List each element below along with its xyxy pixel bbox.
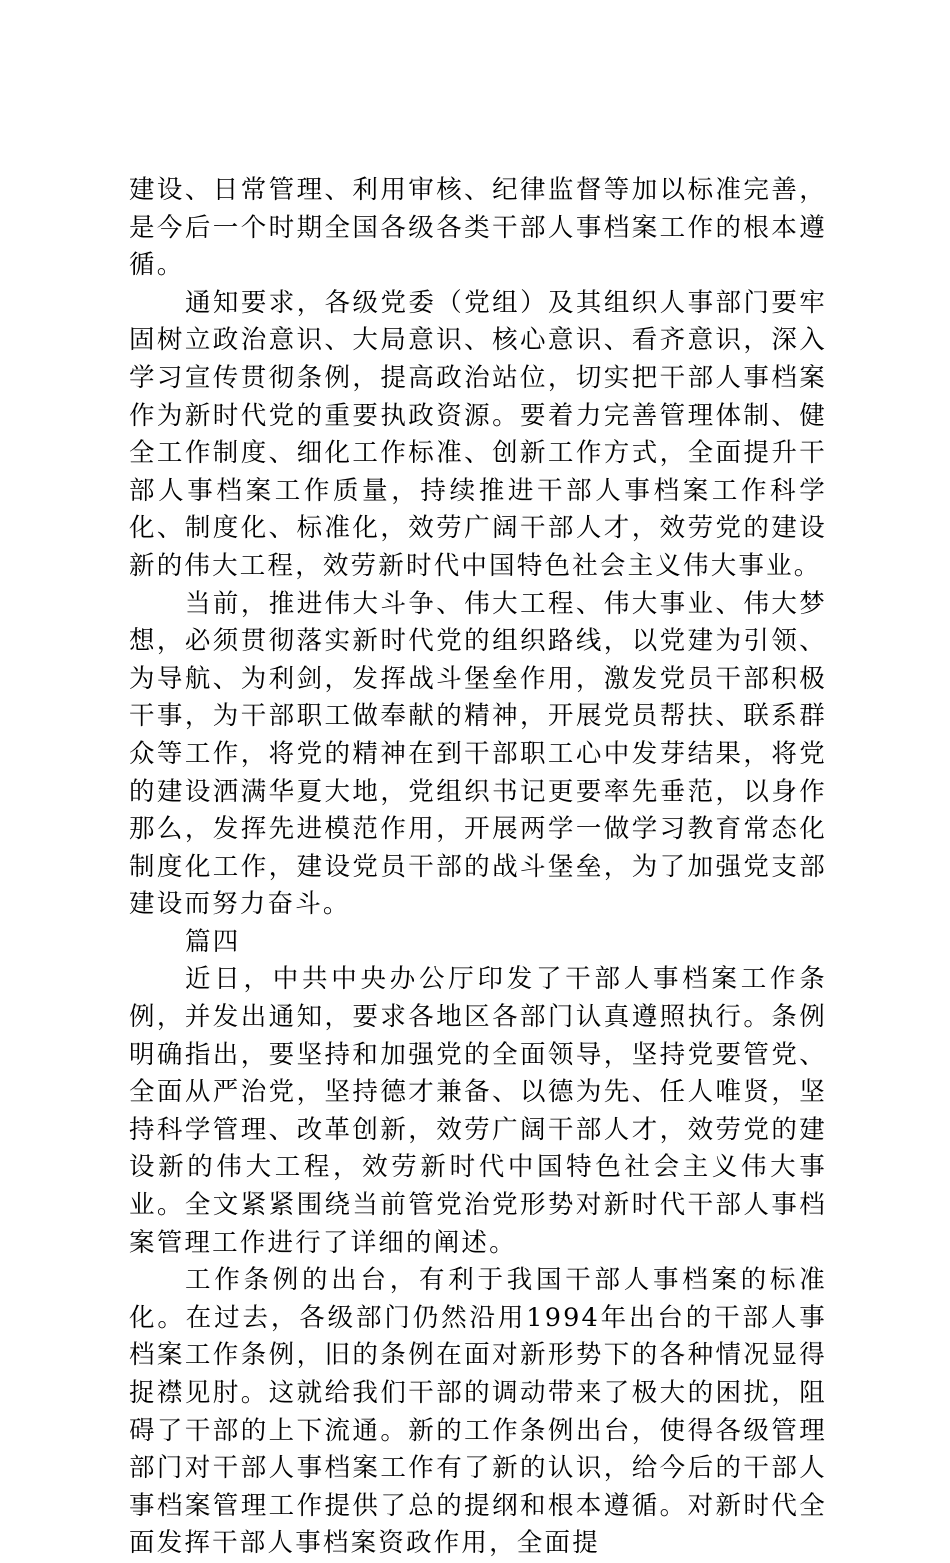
document-page: [129, 172, 827, 1563]
paragraph-1: 建设、日常管理、利用审核、纪律监督等加以标准完善，是今后一个时期全国各级各类干部人事档案工作的根本遵循。: [129, 175, 827, 281]
section-heading: 篇四: [185, 926, 241, 957]
paragraph-3: 当前，推进伟大斗争、伟大工程、伟大事业、伟大梦想，必须贯彻落实新时代党的组织路线，以党建为引领、为导航、为利剑，发挥战斗堡垒作用，激发党员干部积极干事，为干部职工做奉献的精神，开展党员帮扶、联系群众等工作，将党的精神在到干部职工心中发芽结果，将党的建设洒满华夏大地，党组织书记更要率先垂范，以身作那么，发挥先进模范作用，开展两学一做学习教育常态化制度化工作，建设党员干部的战斗堡垒，为了加强党支部建设而努力奋斗。: [129, 588, 827, 920]
paragraph-4: 近日，中共中央办公厅印发了干部人事档案工作条例，并发出通知，要求各地区各部门认真遵照执行。条例明确指出，要坚持和加强党的全面领导，坚持党要管党、全面从严治党，坚持德才兼备、以德为先、任人唯贤，坚持科学管理、改革创新，效劳广阔干部人才，效劳党的建设新的伟大工程，效劳新时代中国特色社会主义伟大事业。全文紧紧围绕当前管党治党形势对新时代干部人事档案管理工作进行了详细的阐述。: [129, 964, 827, 1258]
paragraph-5: 工作条例的出台，有利于我国干部人事档案的标准化。在过去，各级部门仍然沿用1994年出台的干部人事档案工作条例，旧的条例在面对新形势下的各种情况显得捉襟见肘。这就给我们干部的调动带来了极大的困扰，阻碍了干部的上下流通。新的工作条例出台，使得各级管理部门对干部人事档案工作有了新的认识，给今后的干部人事档案管理工作提供了总的提纲和根本遵循。对新时代全面发挥干部人事档案资政作用，全面提: [129, 1265, 827, 1559]
paragraph-2: 通知要求，各级党委（党组）及其组织人事部门要牢固树立政治意识、大局意识、核心意识、看齐意识，深入学习宣传贯彻条例，提高政治站位，切实把干部人事档案作为新时代党的重要执政资源。要着力完善管理体制、健全工作制度、细化工作标准、创新工作方式，全面提升干部人事档案工作质量，持续推进干部人事档案工作科学化、制度化、标准化，效劳广阔干部人才，效劳党的建设新的伟大工程，效劳新时代中国特色社会主义伟大事业。: [129, 287, 827, 581]
